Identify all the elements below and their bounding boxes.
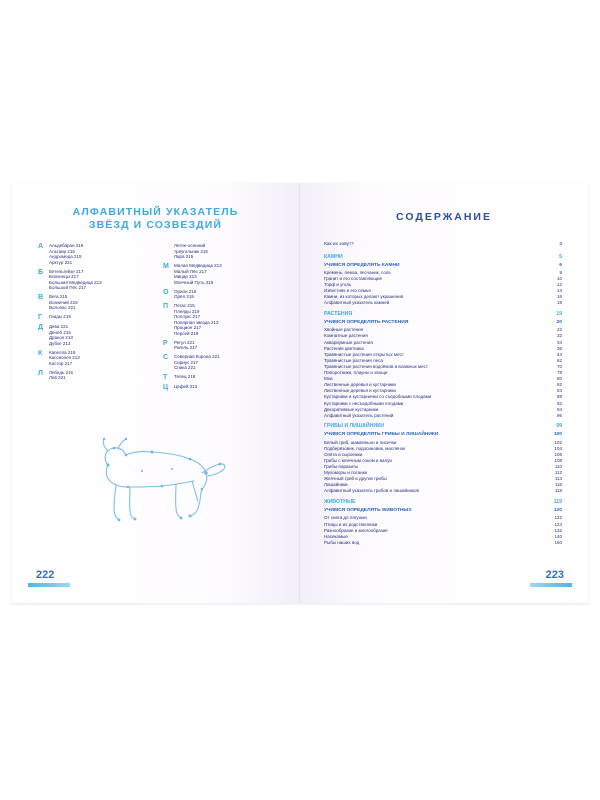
toc-entry-page: 99 [556,423,562,430]
index-items [49,350,153,367]
toc-entry-title: УЧИМСЯ ОПРЕДЕЛЯТЬ ГРИБЫ И ЛИШАЙНИКИ [324,432,439,438]
toc-row[interactable] [324,262,562,270]
toc-leader-dots [346,256,556,257]
toc-entry-page: 62 [556,357,562,363]
index-letter: К [38,349,43,357]
toc-leader-dots [392,302,554,303]
toc-entry-page: 96 [556,412,562,418]
index-entry: треугольник 215 [174,248,208,254]
toc-row[interactable] [324,507,562,515]
toc-entry-page: 18 [556,300,562,306]
toc-leader-dots [371,335,554,336]
toc-row[interactable] [324,431,562,439]
index-entry: Цефей 213 [174,384,198,390]
index-letter: Б [38,268,44,276]
index-entry: Дракон 213 [49,335,73,341]
toc-entry-title: Камни, из которых делают украшения [324,294,404,300]
toc-entry-title: УЧИМСЯ ОПРЕДЕЛЯТЬ РАСТЕНИЯ [324,319,409,325]
index-group [163,340,278,351]
toc-entry-title: Кустарники и кустарнички со съедобными плодами [324,394,432,400]
toc-leader-dots [434,396,554,397]
toc-entry-page: 82 [556,382,562,388]
toc-entry-title: Алфавитный указатель растений [324,412,394,418]
index-items [174,374,278,381]
toc-row[interactable] [324,498,562,507]
toc-leader-dots [399,442,551,443]
index-column-1 [38,243,153,394]
index-entry: Большой Пёс 217 [49,285,86,291]
index-group [163,289,278,300]
index-entry: Ригель 217 [174,345,198,351]
index-entry: Капелла 219 [49,349,76,355]
index-entry: Лира 215 [174,254,194,260]
toc-entry-page: 8 [559,269,562,275]
toc-entry-title: КАМНИ [324,253,343,260]
toc-entry-page: 92 [556,400,562,406]
toc-entry-page: 160 [554,539,562,545]
index-entry: Летне-осенний [174,243,206,248]
index-entry: Кассиопея 213 [49,355,80,361]
toc-row[interactable] [324,540,562,546]
toc-entry-title: УЧИМСЯ ОПРЕДЕЛЯТЬ ЖИВОТНЫХ [324,508,412,514]
toc-leader-dots [441,433,550,434]
index-letter: Ц [163,384,169,392]
toc-entry-page: 5 [559,253,562,260]
index-items [174,243,278,260]
toc-entry-page: 22 [556,327,562,333]
index-entry: Большая Медведица 213 [49,279,102,285]
right-page [300,183,588,603]
toc-leader-dots [354,284,554,285]
toc-entry-title: Алфавитный указатель камней [324,300,390,306]
page-number-left: 222 [36,569,55,581]
index-items [174,340,278,351]
toc-entry-page: 78 [556,370,562,376]
toc-leader-dots [411,321,553,322]
index-items [174,384,278,391]
index-items [49,314,153,321]
index-letter: Г [38,314,42,322]
toc-row[interactable] [324,310,562,319]
toc-title: СОДЕРЖАНИЕ [396,211,492,223]
toc-leader-dots [381,409,554,410]
index-entry: Телец 219 [174,374,196,379]
index-letter: Р [163,339,168,347]
index-items [49,269,153,291]
index-title-line1: АЛФАВИТНЫЙ УКАЗАТЕЛЬ [72,206,239,218]
index-letter [163,243,174,260]
index-entry: Волопас 221 [49,305,76,311]
index-letter: Т [163,374,168,381]
toc-leader-dots [387,425,553,426]
index-group [38,269,153,291]
toc-entry-title: Грибы-паразиты [324,464,359,470]
toc-entry-title: Рыбы наших вод [324,539,360,545]
index-items [49,324,153,346]
index-group [163,263,278,285]
index-entry: Лебедь 215 [49,369,74,375]
toc-entry-page: 14 [556,288,562,294]
open-book [12,183,588,603]
toc-leader-dots [396,415,554,416]
toc-leader-dots [376,342,554,343]
toc-leader-dots [365,454,551,455]
index-entry: Персей 219 [174,330,199,336]
toc-entry-title: Декоративные кустарники [324,406,379,412]
toc-entry-title: От снега до лягушки [324,515,367,521]
index-letter: М [163,262,169,270]
index-entry: Полярная звезда 213 [174,319,219,325]
toc-entry-page: 119 [553,499,562,506]
toc-entry-page: 80 [556,376,562,382]
index-entry: Арктур 221 [49,259,73,265]
index-entry: Лев 221 [49,375,66,381]
toc-leader-dots [370,472,552,473]
index-entry: Дубхе 213 [49,341,71,347]
book-spread [0,183,600,617]
index-entry: Малый Пёс 217 [174,268,207,274]
page-corner-decoration [28,583,70,587]
toc-entry-title: Хвойные растения [324,327,364,333]
toc-entry-page: 34 [556,339,562,345]
index-entry: Близнецы 217 [49,274,79,280]
toc-leader-dots [390,372,554,373]
index-entry: Орион 215 [174,288,197,294]
index-entry: Малая Медведица 213 [174,262,222,268]
toc-entry-page: 112 [554,470,562,476]
toc-entry-title: Растения цветника [324,345,364,351]
toc-leader-dots [395,460,552,461]
index-title [12,206,299,232]
toc-leader-dots [374,290,554,291]
toc-leader-dots [351,484,552,485]
index-group [38,243,153,265]
toc-entry-page: 10 [556,276,562,281]
toc-entry-page: 44 [556,351,562,357]
toc-entry-title: Лишайники [324,482,348,488]
index-group [163,384,278,391]
toc-entry-page: 122 [554,515,562,521]
toc-leader-dots [367,348,554,349]
index-entry: Сириус 217 [174,359,198,365]
index-entry: Кастор 217 [49,361,73,367]
index-entry: Андромеда 215 [49,254,82,260]
page-corner-decoration [530,583,572,587]
index-entry: Вега 215 [49,294,68,300]
toc-entry-page: 140 [554,533,562,539]
table-of-contents [324,241,562,546]
toc-entry-page: 110 [554,464,562,470]
index-entry: Плеяды 219 [174,308,200,314]
index-entry: Пегас 215 [174,302,195,308]
index-entry: Процион 217 [174,325,202,331]
toc-entry-page: 12 [556,282,562,288]
toc-entry-page: 100 [553,432,562,438]
toc-entry-page: 120 [553,508,562,514]
toc-entry-title: Белый гриб, шампиньон и лисички [324,439,397,445]
toc-leader-dots [336,378,554,379]
index-group [38,324,153,346]
toc-leader-dots [362,542,551,543]
index-group [163,243,278,260]
toc-entry-page: 16 [556,294,562,300]
toc-entry-page: 19 [556,310,562,317]
toc-leader-dots [391,530,552,531]
index-title-line2: ЗВЁЗД И СОЗВЕЗДИЙ [88,219,223,231]
toc-entry-title: Аквариумные растения [324,339,373,345]
toc-entry-title: Желчный гриб и другие грибы [324,476,387,482]
index-letter: Л [38,369,43,377]
index-group [38,370,153,381]
index-group [163,354,278,371]
index-entry: Регул 221 [174,339,195,345]
index-entry: Гиады 219 [49,314,71,320]
toc-entry-title: Кустарники с несъедобными плодами [324,400,404,406]
toc-entry-page: 36 [556,345,562,351]
index-entry: Дева 221 [49,324,69,330]
index-entry: Северная Корона 221 [174,354,220,360]
toc-entry-title: Подберёзовик, подосиновик, маслёнок [324,445,406,451]
toc-entry-title: Лиственные деревья и кустарники [324,382,396,388]
index-group [38,350,153,367]
toc-leader-dots [380,524,551,525]
index-entry: Орёл 215 [174,294,194,300]
index-column-2 [163,243,278,394]
index-items [174,289,278,300]
toc-entry-page: 88 [556,394,562,400]
index-entry: Альдебаран 219 [49,243,84,248]
toc-entry-title: Травянистые растения водоёмов и влажных мест [324,363,428,369]
toc-entry-title: Кремень, пемза, песчаник, соль [324,269,391,275]
toc-leader-dots [355,313,553,314]
toc-entry-page: 132 [554,527,562,533]
index-letter: В [38,294,44,302]
left-page [12,183,300,603]
index-items [174,263,278,285]
toc-entry-page: 3 [559,242,562,247]
toc-entry-page: 124 [554,521,562,527]
toc-entry-page: 20 [556,319,562,325]
toc-leader-dots [370,517,552,518]
toc-entry-page: 118 [554,488,562,494]
toc-leader-dots [403,264,557,265]
toc-entry-page: 32 [556,333,562,339]
index-letter: С [163,354,169,362]
toc-entry-title: Комнатные растения [324,333,368,339]
toc-entry-title: Птицы и их родственники [324,521,378,527]
toc-entry-title: Известняк и его семья [324,288,371,294]
toc-entry-title: УЧИМСЯ ОПРЕДЕЛЯТЬ КАМНИ [324,262,400,268]
index-entry: Поллукс 217 [174,314,201,320]
toc-leader-dots [390,478,552,479]
toc-entry-title: Насекомые [324,533,348,539]
index-group [163,374,278,381]
toc-leader-dots [386,360,554,361]
index-entry: Бетельгейзе 217 [49,268,84,274]
toc-entry-title: Опята и сыроежки [324,451,363,457]
toc-leader-dots [408,448,551,449]
toc-entry-page: 94 [556,406,562,412]
toc-leader-dots [394,272,557,273]
index-entry: Млечный Путь 215 [174,279,214,285]
toc-row[interactable] [324,253,562,262]
index-letter: Д [38,324,43,332]
toc-entry-page: 114 [554,476,562,482]
toc-leader-dots [431,366,554,367]
toc-entry-page: 84 [556,388,562,394]
index-group [38,294,153,311]
index-items [174,354,278,371]
toc-entry-title: Травянистые растения открытых мест [324,351,404,357]
page-number-right: 223 [545,569,564,581]
toc-leader-dots [366,329,554,330]
toc-entry-title: Мухоморы и поганки [324,470,368,476]
toc-entry-title: Разнообразие и многообразие [324,527,388,533]
toc-entry-title: Алфавитный указатель грибов и лишайников [324,488,419,494]
toc-leader-dots [385,278,554,279]
toc-entry-title: РАСТЕНИЯ [324,310,353,317]
toc-entry-page: 70 [556,363,562,369]
toc-leader-dots [415,509,551,510]
toc-leader-dots [399,390,554,391]
toc-entry-title: Лиственные деревья и кустарники [324,388,396,394]
toc-entry-title: Торф и уголь [324,282,352,288]
toc-leader-dots [422,490,552,491]
toc-entry-page: 108 [554,457,562,463]
toc-entry-page: 102 [554,439,562,445]
toc-leader-dots [407,354,554,355]
toc-entry-page: 106 [554,451,562,457]
index-letter: А [38,243,44,250]
toc-entry-page: 104 [554,445,562,451]
index-entry: Денеб 215 [49,329,71,335]
toc-entry-page: 116 [554,482,562,488]
index-entry: Возничий 219 [49,299,78,305]
toc-row[interactable] [324,422,562,431]
index-letter: О [163,288,169,296]
toc-leader-dots [351,536,552,537]
toc-entry-title: Мхи [324,376,333,382]
toc-leader-dots [399,384,554,385]
toc-entry-title: Травянистые растения леса [324,357,383,363]
toc-row[interactable] [324,241,562,249]
toc-leader-dots [406,296,554,297]
index-group [163,303,278,337]
toc-leader-dots [359,501,551,502]
index-columns [38,243,278,394]
toc-leader-dots [406,403,554,404]
index-items [174,303,278,337]
index-items [49,370,153,381]
constellation-bear-icon [72,421,242,531]
toc-entry-title: ГРИБЫ И ЛИШАЙНИКИ [324,423,384,430]
toc-entry-title: ЖИВОТНЫЕ [324,499,356,506]
index-group [38,314,153,321]
index-items [49,294,153,311]
toc-entry-title: Грибы с млечным соком и валуи [324,457,392,463]
toc-leader-dots [361,466,552,467]
toc-entry-title: Как их зовут? [324,242,354,247]
toc-entry-title: Папоротники, плауны и хвощи [324,370,388,376]
toc-leader-dots [357,243,557,244]
index-entry: Спика 221 [174,365,196,371]
index-entry: Альтаир 215 [49,248,75,254]
toc-entry-title: Гранит и его составляющие [324,276,383,281]
index-letter: П [163,302,169,310]
toc-entry-page: 6 [559,262,562,268]
index-items [49,243,153,265]
index-entry: Мицар 213 [174,274,197,280]
